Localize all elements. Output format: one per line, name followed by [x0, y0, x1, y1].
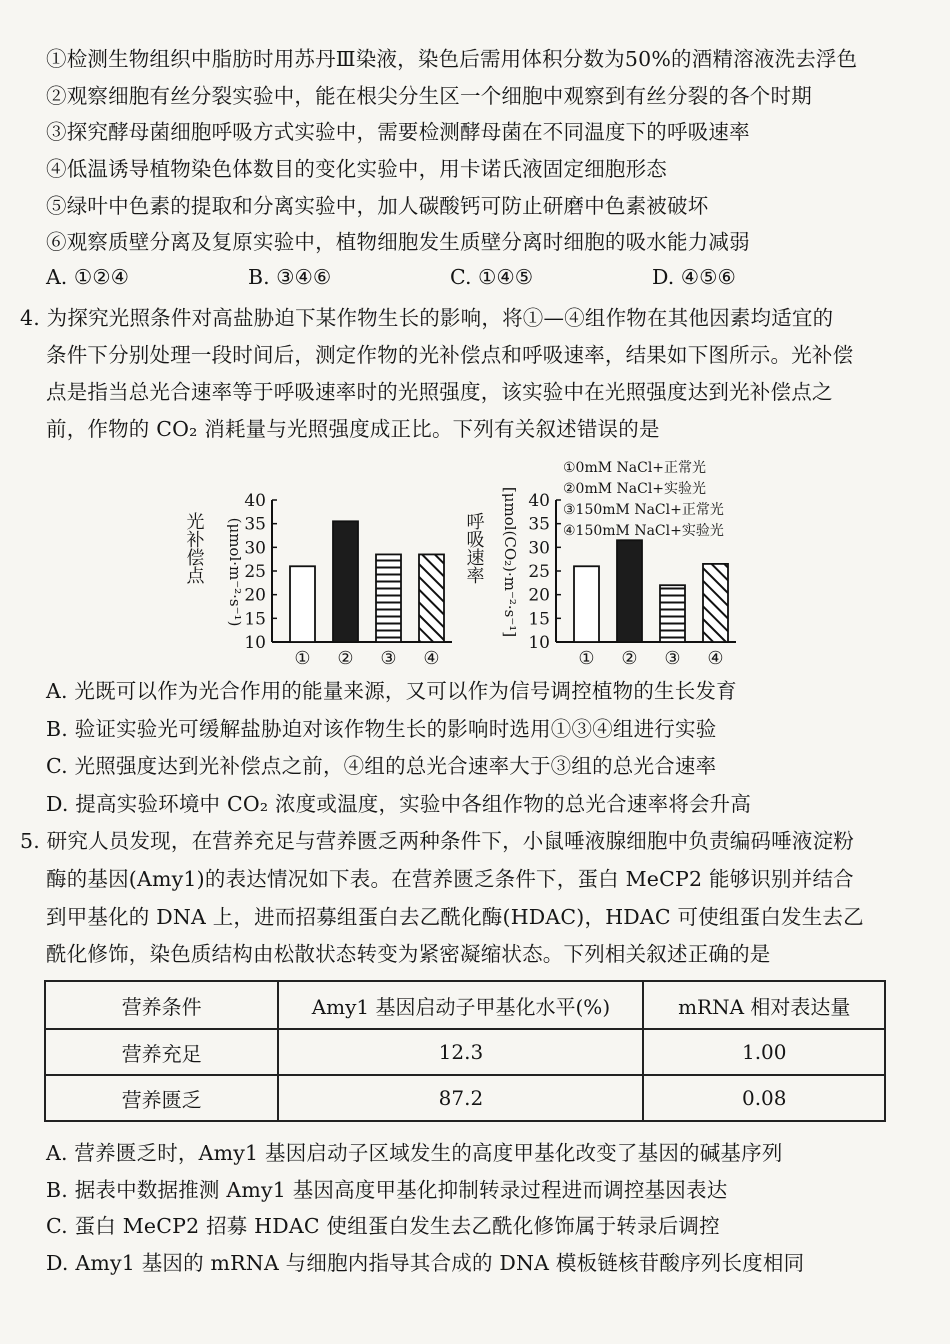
chart1-category-label: ①: [294, 648, 311, 669]
q4-stem-line: 前，作物的 CO₂ 消耗量与光照强度成正比。下列有关叙述错误的是: [46, 417, 660, 441]
chart1-tick-label: 35: [244, 514, 266, 535]
q5-stem-line: 5. 研究人员发现，在营养充足与营养匮乏两种条件下，小鼠唾液腺细胞中负责编码唾液淀粉: [20, 829, 854, 853]
chart2-bar: [703, 564, 728, 642]
chart2-category-label: ④: [707, 648, 724, 669]
legend-item: ②0mM NaCl+实验光: [563, 481, 707, 497]
q5-stem-line: 酶的基因(Amy1)的表达情况如下表。在营养匮乏条件下，蛋白 MeCP2 能够识别并结合: [46, 867, 854, 891]
chart2-bar: [574, 566, 599, 642]
chart2-legend: [563, 459, 724, 539]
chart1-plot: [244, 491, 452, 669]
chart2-tick-label: 20: [528, 585, 550, 606]
q4-stem-line: 条件下分别处理一段时间后，测定作物的光补偿点和呼吸速率，结果如下图所示。光补偿: [46, 343, 854, 367]
q4-option-d[interactable]: D. 提高实验环境中 CO₂ 浓度或温度，实验中各组作物的总光合速率将会升高: [46, 792, 752, 816]
table-header-cell: 营养条件: [45, 981, 278, 1029]
table-cell: 营养匮乏: [45, 1075, 278, 1121]
q3-item: ⑥观察质壁分离及复原实验中，植物细胞发生质壁分离时细胞的吸水能力减弱: [46, 230, 750, 254]
q5-option-b[interactable]: B. 据表中数据推测 Amy1 基因高度甲基化抑制转录过程进而调控基因表达: [46, 1178, 728, 1202]
chart1-bar: [333, 521, 358, 642]
q3-options: [46, 265, 876, 291]
q5-data-table: [44, 980, 886, 1122]
chart2-yunit: [μmol(CO₂)·m⁻²·s⁻¹]: [501, 486, 519, 638]
q3-option-a[interactable]: A. ①②④: [46, 265, 129, 289]
q5-stem-line: 酰化修饰，染色质结构由松散状态转变为紧密凝缩状态。下列相关叙述正确的是: [46, 942, 771, 966]
legend-item: ①0mM NaCl+正常光: [563, 460, 707, 476]
q5-option-d[interactable]: D. Amy1 基因的 mRNA 与细胞内指导其合成的 DNA 模板链核苷酸序列长度相同: [46, 1251, 805, 1275]
chart2-bar: [660, 585, 685, 642]
table-cell: 12.3: [278, 1029, 643, 1075]
table-header-row: [45, 981, 885, 1029]
chart2-tick-label: 30: [528, 538, 550, 559]
table-cell: 1.00: [643, 1029, 885, 1075]
table-header-cell: mRNA 相对表达量: [643, 981, 885, 1029]
chart1-bar: [290, 566, 315, 642]
chart2-tick-label: 10: [528, 633, 550, 653]
q4-option-c[interactable]: C. 光照强度达到光补偿点之前，④组的总光合速率大于③组的总光合速率: [46, 754, 717, 778]
q3-item: ⑤绿叶中色素的提取和分离实验中，加人碳酸钙可防止研磨中色素被破坏: [46, 194, 709, 218]
legend-item: ③150mM NaCl+正常光: [563, 502, 724, 518]
chart2-tick-label: 15: [528, 609, 550, 630]
chart1-tick-label: 20: [244, 585, 266, 606]
table-cell: 87.2: [278, 1075, 643, 1121]
chart2-category-label: ③: [664, 648, 681, 669]
chart2-tick-label: 35: [528, 514, 550, 535]
q5-option-a[interactable]: A. 营养匮乏时，Amy1 基因启动子区域发生的高度甲基化改变了基因的碱基序列: [46, 1141, 783, 1165]
table-cell: 营养充足: [45, 1029, 278, 1075]
q3-item: ①检测生物组织中脂肪时用苏丹Ⅲ染液，染色后需用体积分数为50%的酒精溶液洗去浮色: [46, 47, 858, 71]
q3-item: ④低温诱导植物染色体数目的变化实验中，用卡诺氏液固定细胞形态: [46, 157, 667, 181]
chart1-bar: [376, 554, 401, 642]
chart1-yunit: (μmol·m⁻²·s⁻¹): [226, 517, 244, 627]
chart1-tick-label: 40: [244, 491, 266, 511]
chart1-category-label: ③: [380, 648, 397, 669]
q3-item: ③探究酵母菌细胞呼吸方式实验中，需要检测酵母菌在不同温度下的呼吸速率: [46, 120, 750, 144]
q5-option-c[interactable]: C. 蛋白 MeCP2 招募 HDAC 使组蛋白发生去乙酰化修饰属于转录后调控: [46, 1214, 720, 1238]
q4-option-a[interactable]: A. 光既可以作为光合作用的能量来源，又可以作为信号调控植物的生长发育: [46, 679, 737, 703]
chart2-tick-label: 25: [528, 562, 550, 582]
q3-option-b[interactable]: B. ③④⑥: [248, 265, 332, 289]
chart1-ylabel: 光补偿点: [183, 512, 205, 584]
chart1-tick-label: 25: [244, 562, 266, 582]
table-row: [45, 1029, 885, 1075]
chart2-category-label: ①: [578, 648, 595, 669]
q5-stem-line: 到甲基化的 DNA 上，进而招募组蛋白去乙酰化酶(HDAC)，HDAC 可使组蛋白发生去乙: [46, 905, 864, 929]
q4-option-b[interactable]: B. 验证实验光可缓解盐胁迫对该作物生长的影响时选用①③④组进行实验: [46, 717, 717, 741]
chart1-tick-label: 10: [244, 633, 266, 653]
chart2-tick-label: 40: [528, 491, 550, 511]
table-cell: 0.08: [643, 1075, 885, 1121]
q3-option-d[interactable]: D. ④⑤⑥: [652, 265, 736, 289]
q4-stem-line: 4. 为探究光照条件对高盐胁迫下某作物生长的影响，将①—④组作物在其他因素均适宜的: [20, 306, 834, 330]
chart1-category-label: ④: [423, 648, 440, 669]
chart1-tick-label: 30: [244, 538, 266, 559]
chart2-category-label: ②: [621, 648, 638, 669]
chart2-ylabel: 呼吸速率: [463, 512, 485, 584]
q4-stem-line: 点是指当总光合速率等于呼吸速率时的光照强度，该实验中在光照强度达到光补偿点之: [46, 380, 833, 404]
q4-figure: [0, 452, 950, 672]
chart2-bar: [617, 540, 642, 642]
chart1-bar: [419, 554, 444, 642]
q3-option-c[interactable]: C. ①④⑤: [450, 265, 534, 289]
q3-item: ②观察细胞有丝分裂实验中，能在根尖分生区一个细胞中观察到有丝分裂的各个时期: [46, 84, 812, 108]
table-header-cell: Amy1 基因启动子甲基化水平(%): [278, 981, 643, 1029]
legend-item: ④150mM NaCl+实验光: [563, 523, 724, 539]
chart1-category-label: ②: [337, 648, 354, 669]
table-row: [45, 1075, 885, 1121]
chart1-tick-label: 15: [244, 609, 266, 630]
